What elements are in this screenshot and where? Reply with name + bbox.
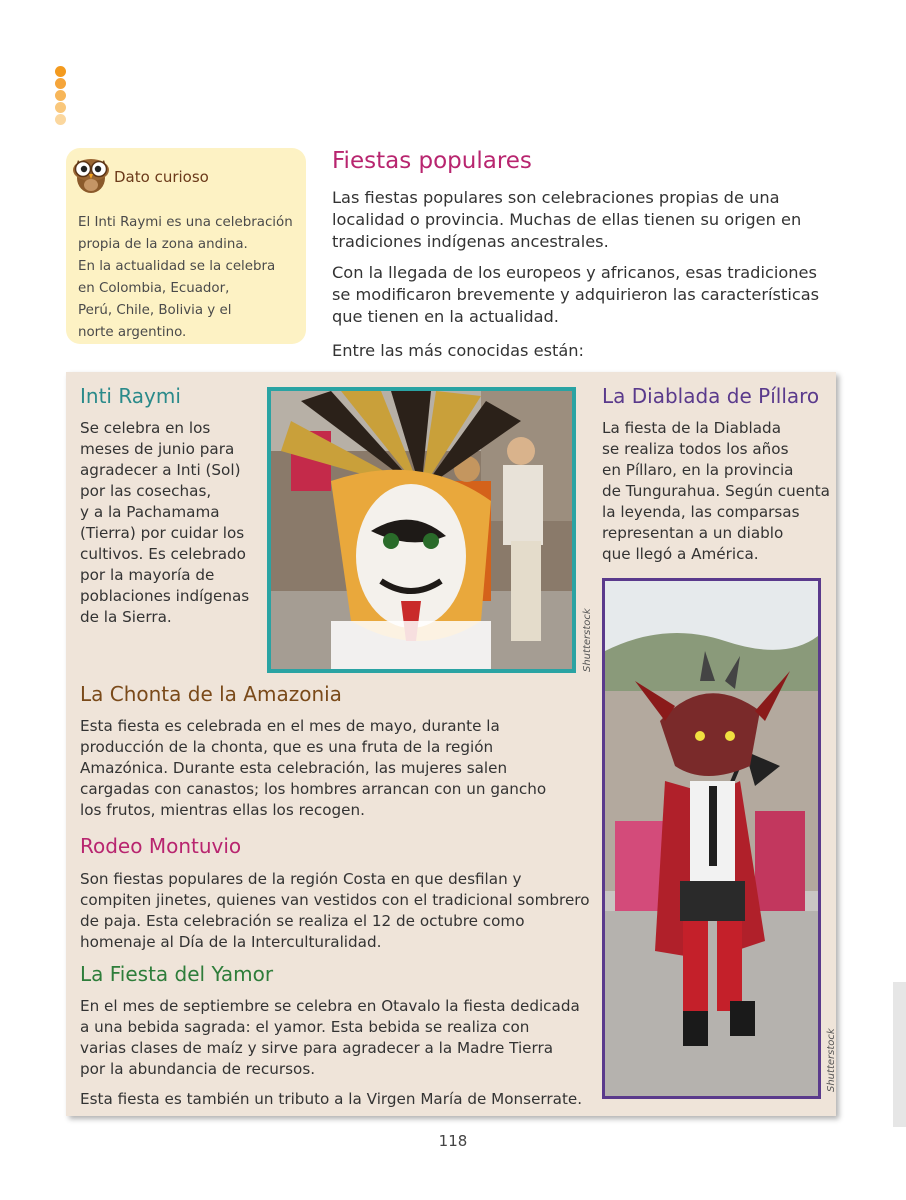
dot	[55, 90, 66, 101]
rodeo-title: Rodeo Montuvio	[80, 834, 242, 858]
diablada-title: La Diablada de Píllaro	[602, 384, 820, 408]
text-line: En el mes de septiembre se celebra en Otavalo la fiesta dedicada	[80, 997, 580, 1015]
decorative-dots	[55, 66, 66, 126]
text-line: agradecer a Inti (Sol)	[80, 461, 241, 479]
yamor-closing: Esta fiesta es también un tributo a la Virgen María de Monserrate.	[80, 1090, 583, 1108]
text-line: de la Sierra.	[80, 608, 172, 626]
text-line: por las cosechas,	[80, 482, 212, 500]
text-line: por la abundancia de recursos.	[80, 1060, 316, 1078]
dot	[55, 114, 66, 125]
yamor-title: La Fiesta del Yamor	[80, 962, 274, 986]
text-line: La fiesta de la Diablada	[602, 419, 782, 437]
devil-dancer-image	[605, 581, 818, 1096]
yamor-text	[80, 996, 595, 1080]
dot	[55, 102, 66, 113]
masked-dancer-image	[271, 391, 572, 669]
intro-line: localidad o provincia. Muchas de ellas tienen su origen en	[332, 210, 802, 229]
intro-line: tradiciones indígenas ancestrales.	[332, 232, 609, 251]
text-line: homenaje al Día de la Interculturalidad.	[80, 933, 382, 951]
text-line: de paja. Esta celebración se realiza el 12 de octubre como	[80, 912, 525, 930]
photo-credit: Shutterstock	[582, 608, 593, 672]
chonta-title: La Chonta de la Amazonia	[80, 682, 342, 706]
fact-line: en Colombia, Ecuador,	[78, 281, 230, 296]
fact-box	[66, 148, 306, 344]
intro-line: que tienen en la actualidad.	[332, 307, 559, 326]
page-title: Fiestas populares	[332, 148, 532, 174]
text-line: producción de la chonta, que es una fruta de la región	[80, 738, 494, 756]
text-line: varias clases de maíz y sirve para agradecer a la Madre Tierra	[80, 1039, 554, 1057]
dot	[55, 66, 66, 77]
text-line: compiten jinetes, quienes van vestidos con el tradicional sombrero	[80, 891, 590, 909]
intro-line: Con la llegada de los europeos y africanos, esas tradiciones	[332, 263, 817, 282]
fact-text	[78, 212, 304, 344]
text-line: Esta fiesta es celebrada en el mes de mayo, durante la	[80, 717, 500, 735]
fact-line: norte argentino.	[78, 325, 187, 340]
side-tab	[893, 982, 906, 1127]
intro-line: se modificaron brevemente y adquirieron las características	[332, 285, 820, 304]
photo-credit: Shutterstock	[826, 1028, 837, 1092]
text-line: de Tungurahua. Según cuenta	[602, 482, 830, 500]
fact-title: Dato curioso	[114, 168, 209, 186]
text-line: poblaciones indígenas	[80, 587, 250, 605]
fact-line: En la actualidad se la celebra	[78, 259, 276, 274]
text-line: Se celebra en los	[80, 419, 211, 437]
fact-line: El Inti Raymi es una celebración	[78, 215, 293, 230]
dot	[55, 78, 66, 89]
fact-line: propia de la zona andina.	[78, 237, 248, 252]
intro-line: Las fiestas populares son celebraciones propias de una	[332, 188, 780, 207]
intro-paragraph-2	[332, 262, 832, 328]
intro-paragraph-3: Entre las más conocidas están:	[332, 341, 585, 360]
text-line: la leyenda, las comparsas	[602, 503, 800, 521]
text-line: por la mayoría de	[80, 566, 215, 584]
text-line: (Tierra) por cuidar los	[80, 524, 245, 542]
text-line: Son fiestas populares de la región Costa en que desfilan y	[80, 870, 522, 888]
text-line: que llegó a América.	[602, 545, 759, 563]
text-line: y a la Pachamama	[80, 503, 220, 521]
text-line: se realiza todos los años	[602, 440, 789, 458]
fact-line: Perú, Chile, Bolivia y el	[78, 303, 232, 318]
diablada-photo	[602, 578, 821, 1099]
text-line: en Píllaro, en la provincia	[602, 461, 794, 479]
text-line: Amazónica. Durante esta celebración, las mujeres salen	[80, 759, 508, 777]
intro-paragraph-1	[332, 187, 832, 253]
page-number: 118	[438, 1132, 468, 1150]
inti-raymi-title: Inti Raymi	[80, 384, 181, 408]
diablada-text	[602, 418, 832, 565]
text-line: los frutos, mientras ellas los recogen.	[80, 801, 365, 819]
inti-raymi-photo	[267, 387, 576, 673]
text-line: meses de junio para	[80, 440, 235, 458]
inti-raymi-text	[80, 418, 260, 628]
text-line: cargadas con canastos; los hombres arrancan con un gancho	[80, 780, 547, 798]
text-line: a una bebida sagrada: el yamor. Esta bebida se realiza con	[80, 1018, 530, 1036]
owl-icon	[70, 150, 112, 194]
text-line: cultivos. Es celebrado	[80, 545, 246, 563]
rodeo-text	[80, 869, 595, 953]
chonta-text	[80, 716, 590, 821]
text-line: representan a un diablo	[602, 524, 784, 542]
